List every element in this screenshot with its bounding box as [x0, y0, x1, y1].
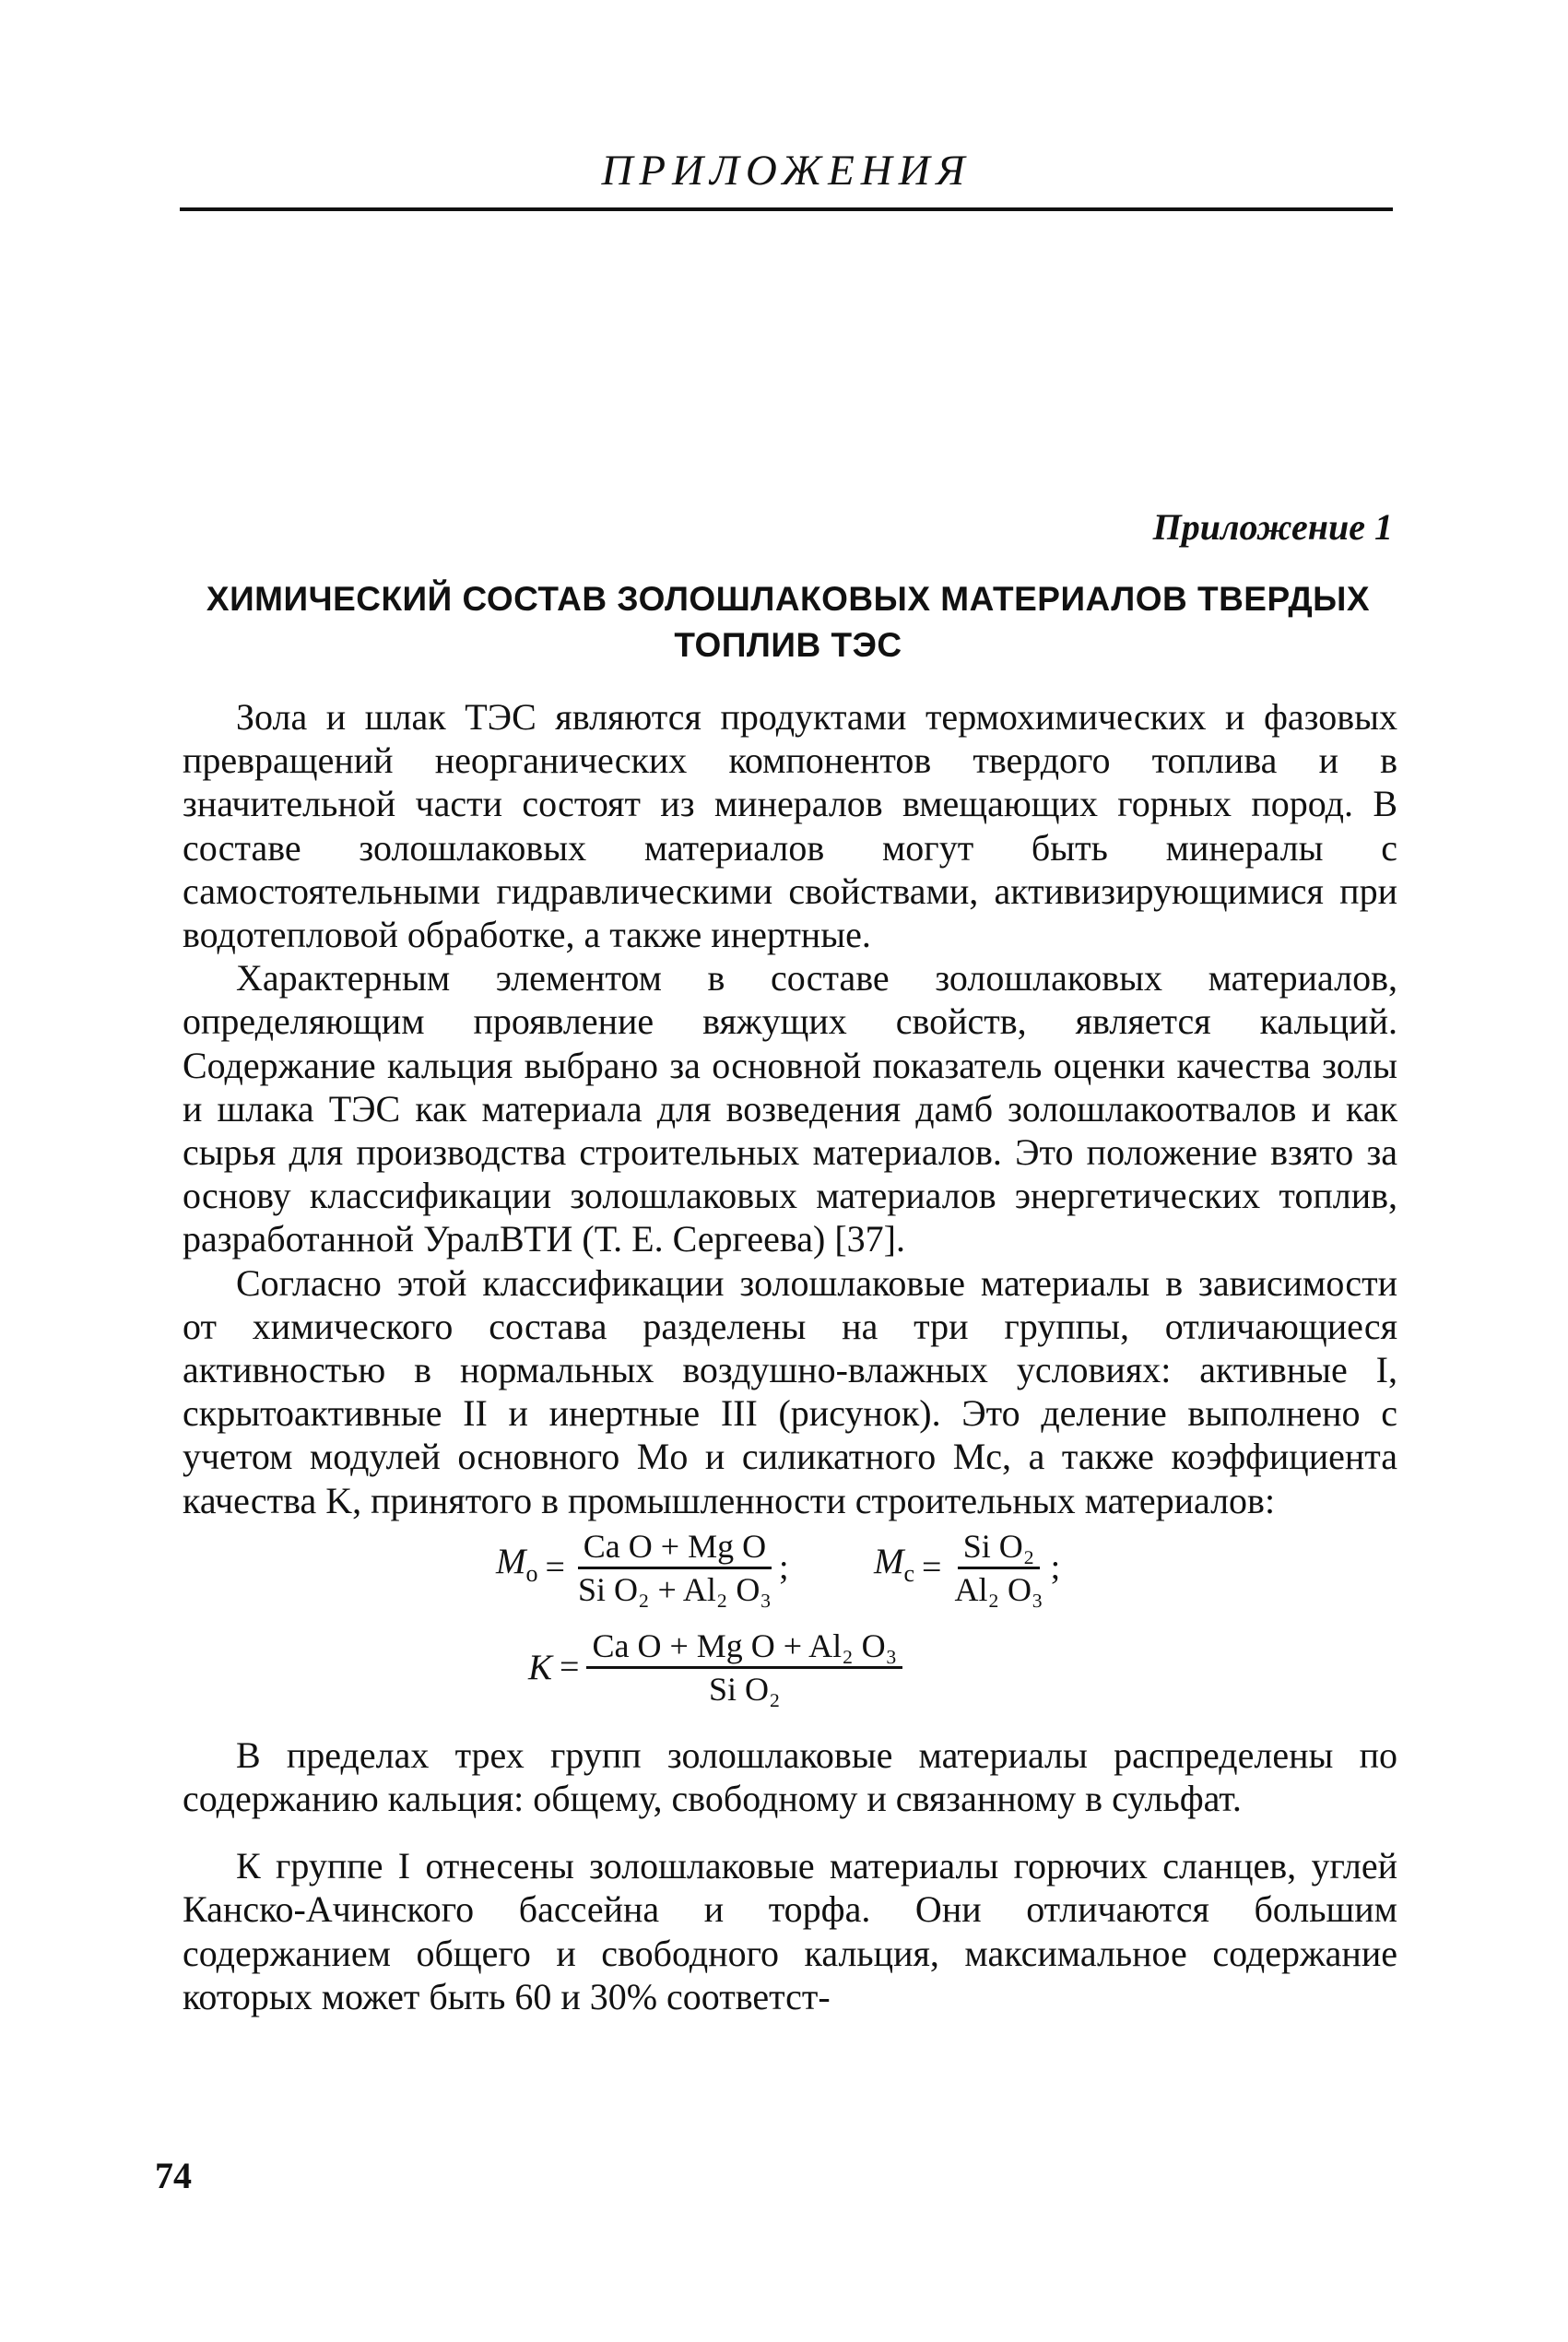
- formula-mc: [874, 1528, 1060, 1608]
- running-head: ПРИЛОЖЕНИЯ: [601, 147, 972, 195]
- paragraph-5: К группе I отнесены золошлаковые материалы горючих сланцев, углей Канско-Ачинского бассейна и торфа. Они отличаются большим содержанием общего и свободного кальция, максимальное содержание которых может быть 60 и 30% соответст-: [183, 1845, 1397, 2017]
- formula-block: [183, 1528, 1397, 1717]
- formula-mo-fraction: [572, 1528, 777, 1608]
- formula-mo-symbol: $M_о$: [496, 1542, 538, 1588]
- formula-k-equals: =: [560, 1647, 580, 1686]
- formula-mo-separator: ;: [778, 1547, 789, 1587]
- formula-mc-symbol: $M_с$: [874, 1542, 915, 1588]
- formula-mc-equals: =: [922, 1547, 942, 1587]
- page-number: 74: [155, 2155, 192, 2196]
- formula-k: [528, 1627, 902, 1708]
- paragraph-2: Характерным элементом в составе золошлаковых материалов, определяющим проявление вяжущих свойств, является кальций. Содержание кальция выбрано за основной показатель оценки качества золы и шлака ТЭС как материала для возведения дамб золошлакоотвалов и как сырья для производства строительных материалов. Это положение взято за основу классификации золошлаковых материалов энергетических топлив, разработанной УралВТИ (Т. Е. Сергеева) [37].: [183, 957, 1397, 1260]
- formula-mc-denominator: Al₂ O₃: [954, 1570, 1043, 1608]
- section-title: ХИМИЧЕСКИЙ СОСТАВ ЗОЛОШЛАКОВЫХ МАТЕРИАЛОВ ТВЕРДЫХ ТОПЛИВ ТЭС: [206, 580, 1371, 664]
- paragraph-4: В пределах трех групп золошлаковые материалы распределены по содержанию кальция: общему, свободному и связанному в сульфат.: [183, 1733, 1397, 1820]
- formula-mo-denominator: Si O₂ + Al₂ O₃: [577, 1570, 772, 1608]
- formula-mo-equals: =: [545, 1547, 565, 1587]
- appendix-label: Приложение 1: [1152, 506, 1393, 548]
- formula-mc-fraction: [949, 1528, 1048, 1608]
- paragraph-1: Зола и шлак ТЭС являются продуктами термохимических и фазовых превращений неорганических компонентов твердого топлива и в значительной части состоят из минералов вмещающих горных пород. В составе золошлаковых материалов могут быть минералы с самостоятельными гидравлическими свойствами, активизирующимися при водотепловой обработке, а также инертные.: [183, 696, 1397, 956]
- formula-k-denominator: Si O₂: [709, 1670, 781, 1708]
- formula-k-symbol: K: [528, 1647, 553, 1687]
- body-text: [183, 695, 1397, 2018]
- formula-mo: [496, 1528, 789, 1608]
- formula-mc-separator: ;: [1050, 1547, 1061, 1587]
- header-rule: [180, 207, 1393, 211]
- formula-mo-numerator: Ca O + Mg O: [578, 1528, 772, 1569]
- formula-k-numerator: Ca O + Mg O + Al₂ O₃: [586, 1627, 902, 1669]
- formula-k-fraction: [586, 1627, 902, 1708]
- formula-mc-numerator: Si O₂: [958, 1528, 1041, 1569]
- paragraph-3: Согласно этой классификации золошлаковые материалы в зависимости от химического состава разделены на три группы, отличающиеся активностью в нормальных воздушно-влажных условиях: активные I, скрытоактивные II и инертные III (рисунок). Это деление выполнено с учетом модулей основного Mo и силикатного Mc, а также коэффициента качества K, принятого в промышленности строительных материалов:: [183, 1261, 1397, 1521]
